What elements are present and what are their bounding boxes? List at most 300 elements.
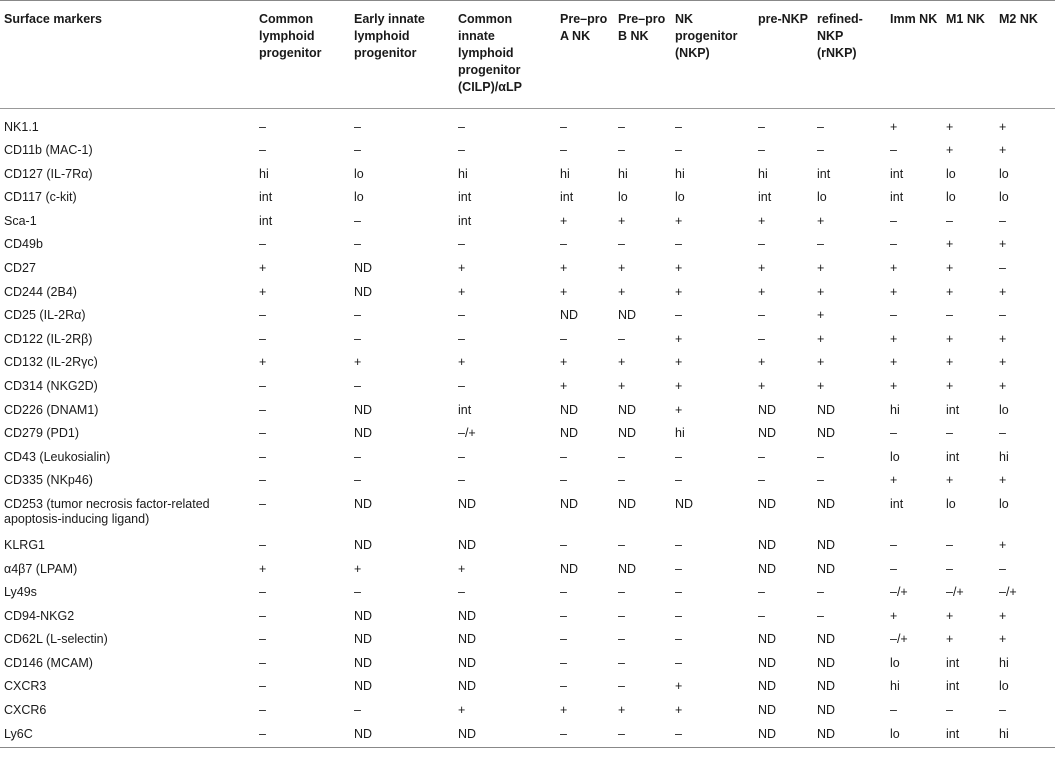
value-cell: + [946,237,954,252]
table-row [0,376,1055,400]
value-cell: ND [817,655,836,670]
marker-cell: CD226 (DNAM1) [4,402,99,417]
value-cell: – [675,561,682,576]
value-cell: int [946,449,960,464]
value-cell: ND [354,632,373,647]
table-row [0,629,1055,653]
value-cell: + [999,120,1007,134]
marker-cell: CD49b [4,237,43,252]
value-cell: ND [354,679,373,694]
table-row [0,234,1055,258]
marker-cell: CD62L (L-selectin) [4,632,108,647]
value-cell: + [999,355,1007,370]
value-cell: int [259,190,273,205]
value-cell: – [259,143,266,157]
marker-cell: CD94-NKG2 [4,608,75,623]
table-row [0,164,1055,188]
column-header: Pre–pro B NK [614,1,671,109]
value-cell: + [817,284,825,299]
marker-cell: Ly49s [4,585,37,600]
value-cell: ND [813,724,886,748]
value-cell: int [458,213,472,228]
table-header-row [0,1,1055,109]
value-cell: + [675,355,683,370]
value-cell: + [675,378,683,393]
value-cell: – [259,473,266,488]
value-cell: hi [999,655,1009,670]
value-cell: – [354,237,361,252]
value-cell: – [560,655,567,670]
value-cell: – [675,585,682,600]
value-cell: – [259,703,266,718]
value-cell: + [618,260,626,275]
column-header: Early innate lymphoid progenitor [350,1,454,109]
value-cell: + [560,213,568,228]
table-row [0,282,1055,306]
value-cell: – [458,473,465,488]
value-cell: –/+ [458,426,476,441]
marker-cell: KLRG1 [4,537,45,552]
value-cell: – [758,308,765,323]
value-cell: + [675,284,683,299]
value-cell: – [618,473,625,488]
column-header: NK progenitor (NKP) [671,1,754,109]
marker-cell: NK1.1 [4,120,39,134]
value-cell: – [946,426,953,441]
value-cell: ND [350,724,454,748]
value-cell: + [946,473,954,488]
value-cell: – [999,561,1006,576]
value-cell: – [560,679,567,694]
value-cell: + [946,260,954,275]
table-row [0,724,1055,748]
table-row [0,187,1055,211]
marker-cell: CXCR3 [4,679,47,694]
value-cell: – [354,120,361,134]
value-cell: + [890,473,898,488]
value-cell: ND [354,260,373,275]
value-cell: – [259,331,266,346]
value-cell: lo [618,190,628,205]
marker-cell: CD314 (NKG2D) [4,378,98,393]
value-cell: hi [675,166,685,181]
value-cell: ND [758,561,777,576]
value-cell: ND [758,632,777,647]
value-cell: –/+ [890,632,908,647]
value-cell: + [946,120,954,134]
value-cell: – [458,143,465,157]
table-row [0,700,1055,724]
value-cell: + [817,308,825,323]
value-cell: int [458,402,472,417]
marker-cell: α4β7 (LPAM) [4,561,78,576]
value-cell: – [817,237,824,252]
value-cell: – [618,449,625,464]
value-cell: – [618,632,625,647]
value-cell: – [354,143,361,157]
value-cell: – [946,561,953,576]
value-cell: + [946,378,954,393]
value-cell: hi [890,679,900,694]
value-cell: + [354,561,362,576]
value-cell: lo [946,190,956,205]
value-cell: + [560,284,568,299]
value-cell: int [259,213,273,228]
value-cell: – [618,655,625,670]
value-cell: + [946,331,954,346]
marker-cell: CD25 (IL-2Rα) [4,308,86,323]
table-row [0,329,1055,353]
value-cell: int [942,724,995,748]
value-cell: + [817,355,825,370]
table-row [0,559,1055,583]
value-cell: – [675,608,682,623]
value-cell: lo [890,449,900,464]
column-header: refined-NKP (rNKP) [813,1,886,109]
value-cell: ND [758,426,777,441]
value-cell: – [259,585,266,600]
column-header: Pre–pro A NK [556,1,614,109]
value-cell: – [560,537,567,552]
value-cell: – [618,537,625,552]
value-cell: hi [999,449,1009,464]
value-cell: + [758,260,766,275]
value-cell: – [618,120,625,134]
value-cell: – [614,724,671,748]
value-cell: + [817,260,825,275]
value-cell: lo [886,724,942,748]
value-cell: + [890,120,898,134]
value-cell: – [946,703,953,718]
value-cell: – [758,143,765,157]
value-cell: + [560,378,568,393]
value-cell: – [671,724,754,748]
value-cell: ND [817,402,836,417]
value-cell: + [618,284,626,299]
value-cell: – [618,679,625,694]
value-cell: – [259,608,266,623]
value-cell: – [890,537,897,552]
value-cell: – [999,308,1006,323]
value-cell: – [458,378,465,393]
value-cell: int [758,190,772,205]
value-cell: + [675,260,683,275]
table-row [0,423,1055,447]
table-row [0,676,1055,700]
value-cell: lo [946,496,956,511]
value-cell: – [890,308,897,323]
column-header: Common lymphoid progenitor [255,1,350,109]
value-cell: lo [675,190,685,205]
value-cell: – [758,585,765,600]
value-cell: – [259,308,266,323]
value-cell: – [890,143,897,157]
value-cell: – [890,213,897,228]
value-cell: ND [560,496,579,511]
value-cell: + [560,260,568,275]
value-cell: + [618,703,626,718]
value-cell: – [458,449,465,464]
value-cell: – [259,655,266,670]
value-cell: ND [560,402,579,417]
value-cell: + [758,213,766,228]
value-cell: ND [817,632,836,647]
value-cell: – [758,473,765,488]
column-header: Surface markers [0,1,255,109]
value-cell: – [618,608,625,623]
value-cell: ND [458,496,477,511]
value-cell: – [675,473,682,488]
value-cell: ND [754,724,813,748]
value-cell: + [354,355,362,370]
value-cell: ND [458,632,477,647]
value-cell: ND [618,426,637,441]
value-cell: + [618,355,626,370]
value-cell: lo [999,190,1009,205]
value-cell: ND [354,284,373,299]
value-cell: – [560,585,567,600]
marker-cell: CD335 (NKp46) [4,473,93,488]
value-cell: int [458,190,472,205]
value-cell: – [817,608,824,623]
value-cell: ND [758,703,777,718]
marker-cell: CD27 [4,260,36,275]
value-cell: – [618,331,625,346]
value-cell: + [458,703,466,718]
value-cell: – [675,308,682,323]
value-cell: – [560,331,567,346]
value-cell: – [354,378,361,393]
value-cell: – [618,585,625,600]
value-cell: int [817,166,831,181]
value-cell: ND [758,537,777,552]
value-cell: + [890,284,898,299]
value-cell: ND [758,655,777,670]
value-cell: – [817,143,824,157]
value-cell: + [259,284,267,299]
value-cell: ND [618,496,637,511]
value-cell: ND [458,655,477,670]
value-cell: + [946,284,954,299]
value-cell: – [354,449,361,464]
value-cell: + [259,561,267,576]
value-cell: – [890,703,897,718]
value-cell: hi [890,402,900,417]
value-cell: ND [354,496,373,511]
value-cell: + [999,331,1007,346]
value-cell: ND [817,537,836,552]
value-cell: ND [758,496,777,511]
value-cell: – [354,473,361,488]
value-cell: + [458,260,466,275]
marker-cell: CD132 (IL-2Rγc) [4,355,98,370]
value-cell: – [618,143,625,157]
value-cell: – [259,449,266,464]
value-cell: hi [458,166,468,181]
value-cell: + [618,213,626,228]
value-cell: lo [946,166,956,181]
table-row [0,494,1055,535]
value-cell: hi [995,724,1055,748]
value-cell: + [999,632,1007,647]
value-cell: ND [454,724,556,748]
value-cell: – [817,473,824,488]
value-cell: + [946,632,954,647]
value-cell: – [556,724,614,748]
value-cell: – [675,655,682,670]
value-cell: – [758,449,765,464]
column-header: pre-NKP [754,1,813,109]
value-cell: ND [618,308,637,323]
value-cell: lo [890,655,900,670]
value-cell: + [999,284,1007,299]
value-cell: hi [758,166,768,181]
value-cell: ND [354,608,373,623]
value-cell: – [354,308,361,323]
value-cell: – [999,426,1006,441]
value-cell: int [946,402,960,417]
table-row [0,258,1055,282]
value-cell: ND [458,608,477,623]
value-cell: + [946,355,954,370]
table-row [0,653,1055,677]
value-cell: + [999,608,1007,623]
value-cell: – [675,143,682,157]
value-cell: ND [817,496,836,511]
marker-cell: CD122 (IL-2Rβ) [4,331,93,346]
value-cell: + [999,378,1007,393]
table-row [0,305,1055,329]
value-cell: –/+ [999,585,1017,600]
value-cell: –/+ [946,585,964,600]
value-cell: + [675,213,683,228]
value-cell: – [255,724,350,748]
value-cell: ND [458,679,477,694]
value-cell: ND [354,537,373,552]
value-cell: ND [675,496,694,511]
value-cell: hi [618,166,628,181]
value-cell: – [354,585,361,600]
value-cell: + [675,331,683,346]
value-cell: – [999,213,1006,228]
value-cell: lo [354,166,364,181]
value-cell: ND [817,703,836,718]
value-cell: – [458,331,465,346]
value-cell: ND [817,679,836,694]
value-cell: lo [999,679,1009,694]
value-cell: + [560,703,568,718]
table-body [0,109,1055,748]
value-cell: + [675,402,683,417]
value-cell: – [259,120,266,134]
value-cell: + [946,143,954,157]
value-cell: + [999,143,1007,157]
value-cell: + [817,378,825,393]
value-cell: – [560,632,567,647]
marker-cell: CD253 (tumor necrosis factor-related apoptosis-inducing ligand) [4,496,210,526]
value-cell: – [946,213,953,228]
value-cell: – [259,237,266,252]
marker-cell: CD127 (IL-7Rα) [4,166,93,181]
value-cell: – [675,120,682,134]
value-cell: ND [458,537,477,552]
value-cell: – [817,585,824,600]
table-row [0,211,1055,235]
value-cell: lo [817,190,827,205]
value-cell: ND [817,426,836,441]
value-cell: + [890,331,898,346]
value-cell: + [758,378,766,393]
value-cell: int [946,655,960,670]
value-cell: – [817,449,824,464]
value-cell: int [890,190,904,205]
value-cell: – [675,449,682,464]
value-cell: + [259,355,267,370]
value-cell: + [999,237,1007,252]
value-cell: int [560,190,574,205]
value-cell: + [458,561,466,576]
value-cell: lo [999,496,1009,511]
table-row [0,535,1055,559]
value-cell: – [560,473,567,488]
value-cell: – [618,237,625,252]
value-cell: – [259,632,266,647]
table-row [0,447,1055,471]
value-cell: – [758,120,765,134]
value-cell: ND [560,561,579,576]
value-cell: – [890,561,897,576]
value-cell: – [890,426,897,441]
value-cell: – [458,237,465,252]
value-cell: lo [999,402,1009,417]
table-row [0,140,1055,164]
value-cell: – [675,632,682,647]
value-cell: + [259,260,267,275]
value-cell: + [890,260,898,275]
value-cell: + [675,703,683,718]
value-cell: + [890,608,898,623]
value-cell: + [890,355,898,370]
value-cell: ND [560,426,579,441]
value-cell: + [560,355,568,370]
value-cell: ND [758,679,777,694]
marker-cell: CD43 (Leukosialin) [4,449,111,464]
marker-cell: CD11b (MAC-1) [4,143,93,157]
value-cell: int [946,679,960,694]
column-header: M2 NK [995,1,1055,109]
value-cell: – [999,260,1006,275]
value-cell: + [758,284,766,299]
value-cell: int [890,496,904,511]
value-cell: – [946,537,953,552]
value-cell: ND [618,402,637,417]
value-cell: + [946,608,954,623]
table-row [0,109,1055,141]
value-cell: ND [354,655,373,670]
value-cell: lo [999,166,1009,181]
value-cell: – [946,308,953,323]
value-cell: – [560,449,567,464]
table-row [0,352,1055,376]
value-cell: – [560,143,567,157]
value-cell: lo [354,190,364,205]
value-cell: – [758,331,765,346]
column-header: M1 NK [942,1,995,109]
value-cell: ND [758,402,777,417]
value-cell: + [458,355,466,370]
value-cell: – [560,608,567,623]
table-row [0,400,1055,424]
